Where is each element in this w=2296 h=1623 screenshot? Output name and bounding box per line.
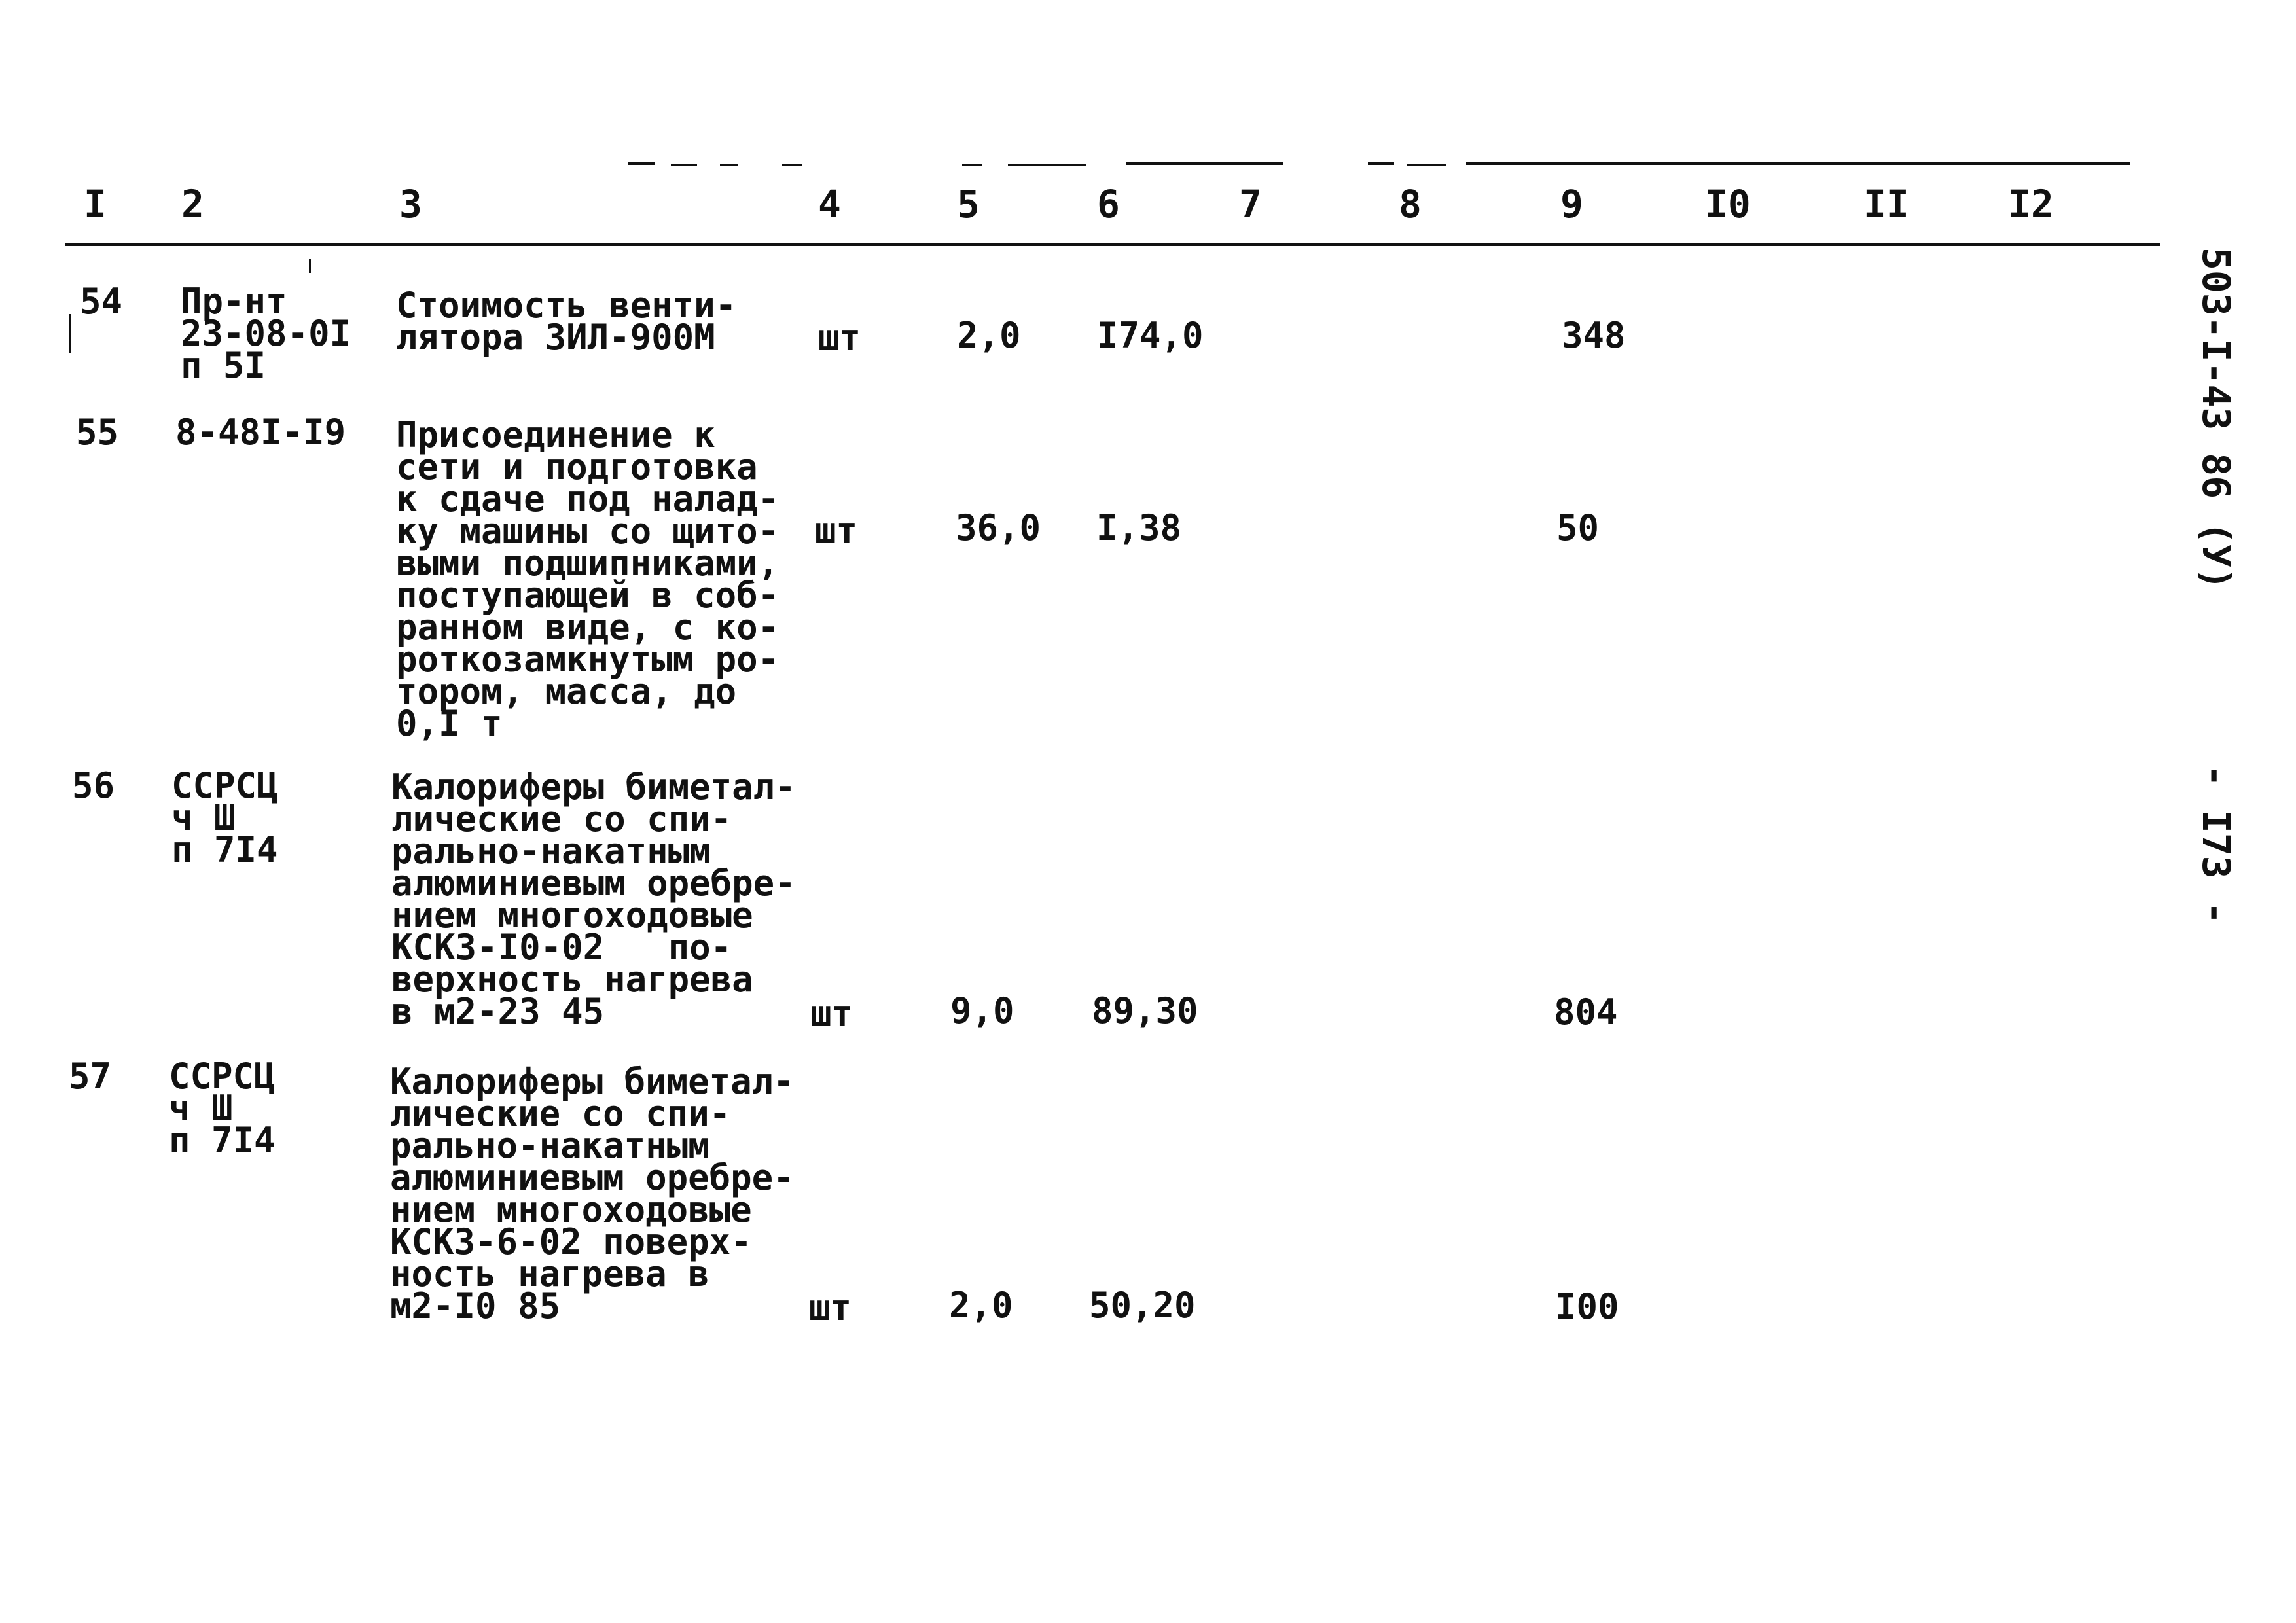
- column-header-7: 7: [1239, 182, 1262, 226]
- row-quantity: 2,0: [957, 315, 1021, 356]
- row-number: 57: [69, 1056, 112, 1097]
- header-top-rule-segment: [1368, 162, 1394, 165]
- row-unit-price: 89,30: [1092, 990, 1198, 1031]
- column-header-6: 6: [1097, 182, 1120, 226]
- row-unit-price: I,38: [1096, 507, 1182, 548]
- row-number: 54: [80, 281, 123, 322]
- row-unit: шт: [818, 317, 861, 359]
- header-top-rule-segment: [720, 164, 738, 166]
- row-unit: шт: [809, 1287, 852, 1329]
- row-quantity: 36,0: [956, 507, 1041, 548]
- column-header-3: 3: [399, 182, 422, 226]
- row-total: 804: [1554, 991, 1618, 1033]
- header-top-rule-segment: [1466, 162, 2130, 165]
- header-top-rule-segment: [671, 164, 697, 166]
- row-total: 50: [1556, 507, 1600, 548]
- header-top-rule-segment: [1008, 164, 1086, 166]
- row-unit-price: I74,0: [1097, 315, 1204, 356]
- column-header-2: 2: [181, 182, 204, 226]
- column-header-10: I0: [1705, 182, 1751, 226]
- row-unit: шт: [815, 510, 858, 551]
- column-header-8: 8: [1399, 182, 1422, 226]
- row-code: ССРСЦ ч Ш п 7I4: [171, 765, 278, 870]
- header-top-rule-segment: [1126, 162, 1283, 165]
- row-code: Пр-нт 23-08-0I п 5I: [181, 281, 351, 386]
- row-quantity: 2,0: [949, 1285, 1013, 1326]
- row-description: Присоединение к сети и подготовка к сдаче под налад- ку машины со щито- выми подшипниками, поступающей в соб- ранном виде, с ко- роткозамкнутым ро- тором, масса, до 0,I т: [396, 414, 780, 744]
- row-number: 56: [72, 765, 115, 806]
- page-number: - I73 -: [2194, 764, 2238, 925]
- row-code: ССРСЦ ч Ш п 7I4: [169, 1056, 276, 1161]
- header-top-rule-segment: [962, 164, 982, 166]
- margin-mark: [309, 259, 311, 273]
- row-description: Калориферы биметал- лические со спи- рально-накатным алюминиевым оребре- нием многоходовые КСК3-I0-02 по- верхность нагрева в м2-23 45: [391, 766, 796, 1032]
- header-top-rule-segment: [782, 164, 802, 166]
- row-total: 348: [1562, 315, 1626, 356]
- column-header-11: II: [1863, 182, 1909, 226]
- column-header-12: I2: [2008, 182, 2054, 226]
- header-top-rule-segment: [628, 162, 655, 165]
- column-header-9: 9: [1560, 182, 1583, 226]
- row-unit: шт: [810, 993, 853, 1034]
- margin-mark: [69, 314, 71, 353]
- header-bottom-rule: [65, 243, 2160, 246]
- column-header-5: 5: [957, 182, 980, 226]
- row-description: Стоимость венти- лятора ЗИЛ-900М: [396, 285, 737, 358]
- row-quantity: 9,0: [950, 990, 1014, 1031]
- document-code: 503-I-43 86 (У): [2194, 247, 2238, 590]
- row-code: 8-48I-I9: [175, 412, 346, 453]
- header-top-rule-segment: [1407, 164, 1446, 166]
- column-header-1: I: [84, 182, 107, 226]
- column-header-4: 4: [818, 182, 841, 226]
- row-total: I00: [1555, 1286, 1619, 1327]
- row-number: 55: [76, 412, 119, 453]
- row-description: Калориферы биметал- лические со спи- рально-накатным алюминиевым оребре- нием многоходовые КСК3-6-02 поверх- ность нагрева в м2-I0 85: [390, 1061, 795, 1327]
- row-unit-price: 50,20: [1089, 1285, 1196, 1326]
